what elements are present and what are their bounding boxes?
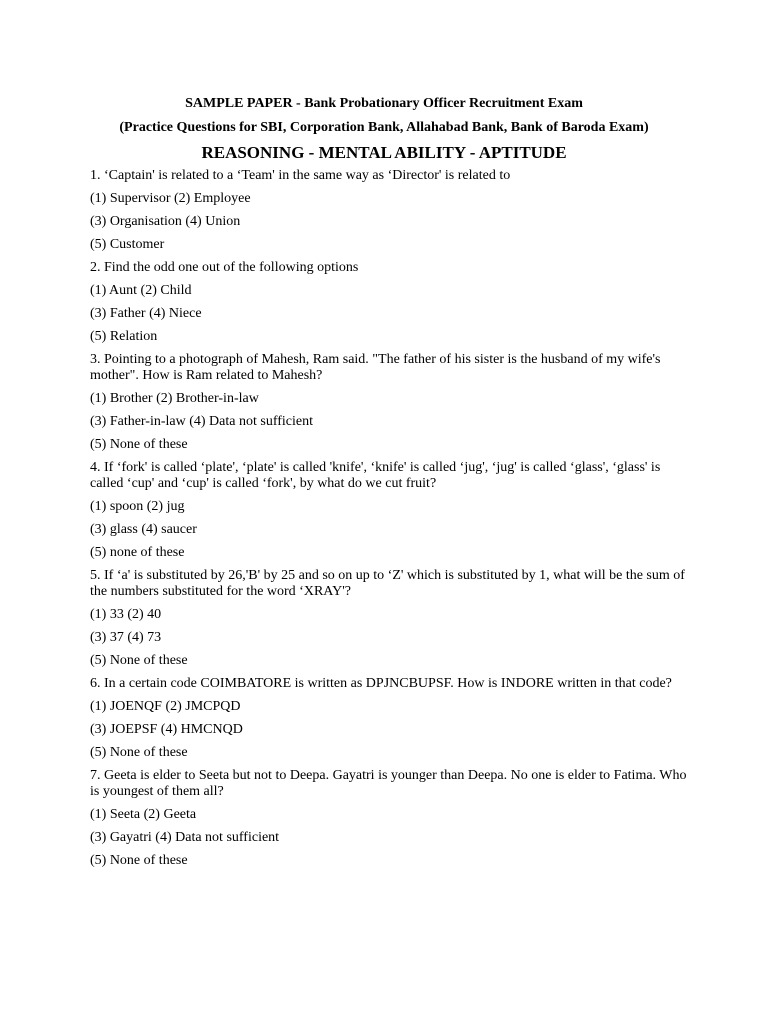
question-4-options-a: (1) spoon (2) jug	[90, 499, 185, 514]
question-1-options-a: (1) Supervisor (2) Employee	[90, 191, 251, 206]
question-5-options-c: (5) None of these	[90, 653, 188, 668]
paper-title: SAMPLE PAPER - Bank Probationary Officer Recruitment Exam	[185, 96, 583, 111]
question-2-options-a: (1) Aunt (2) Child	[90, 283, 192, 298]
question-7: 7. Geeta is elder to Seeta but not to Deepa. Gayatri is younger than Deepa. No one is elder to Fatima. Who is youngest of them all?	[90, 768, 687, 799]
question-6: 6. In a certain code COIMBATORE is written as DPJNCBUPSF. How is INDORE written in that code?	[90, 676, 672, 691]
question-1-options-c: (5) Customer	[90, 237, 165, 252]
question-6-options-c: (5) None of these	[90, 745, 188, 760]
question-5: 5. If ‘a' is substituted by 26,'B' by 25 and so on up to ‘Z' which is substituted by 1, what will be the sum of the numbers substituted for the word ‘XRAY'?	[90, 568, 685, 599]
paper-subtitle: (Practice Questions for SBI, Corporation Bank, Allahabad Bank, Bank of Baroda Exam)	[119, 120, 649, 135]
question-3-options-b: (3) Father-in-law (4) Data not sufficient	[90, 414, 313, 429]
question-list	[90, 168, 690, 876]
question-3-options-a: (1) Brother (2) Brother-in-law	[90, 391, 259, 406]
question-2: 2. Find the odd one out of the following options	[90, 260, 359, 275]
question-7-options-a: (1) Seeta (2) Geeta	[90, 807, 197, 822]
question-5-options-b: (3) 37 (4) 73	[90, 630, 162, 645]
question-6-options-a: (1) JOENQF (2) JMCPQD	[90, 699, 241, 714]
question-6-options-b: (3) JOEPSF (4) HMCNQD	[90, 722, 243, 737]
question-2-options-b: (3) Father (4) Niece	[90, 306, 202, 321]
question-4: 4. If ‘fork' is called ‘plate', ‘plate' is called 'knife', ‘knife' is called ‘jug', ‘jug' is called ‘glass', ‘glass' is called ‘cup' and ‘cup' is called ‘fork', by what do we cut fruit?	[90, 460, 661, 491]
question-5-options-a: (1) 33 (2) 40	[90, 607, 162, 622]
question-4-options-b: (3) glass (4) saucer	[90, 522, 197, 537]
question-7-options-c: (5) None of these	[90, 853, 188, 868]
question-7-options-b: (3) Gayatri (4) Data not sufficient	[90, 830, 280, 845]
question-4-options-c: (5) none of these	[90, 545, 185, 560]
question-1-options-b: (3) Organisation (4) Union	[90, 214, 241, 229]
section-heading: REASONING - MENTAL ABILITY - APTITUDE	[201, 143, 567, 162]
question-1: 1. ‘Captain' is related to a ‘Team' in the same way as ‘Director' is related to	[90, 168, 511, 183]
question-2-options-c: (5) Relation	[90, 329, 158, 344]
question-3-options-c: (5) None of these	[90, 437, 188, 452]
question-3: 3. Pointing to a photograph of Mahesh, Ram said. "The father of his sister is the husband of my wife's mother". How is Ram related to Mahesh?	[90, 352, 661, 383]
